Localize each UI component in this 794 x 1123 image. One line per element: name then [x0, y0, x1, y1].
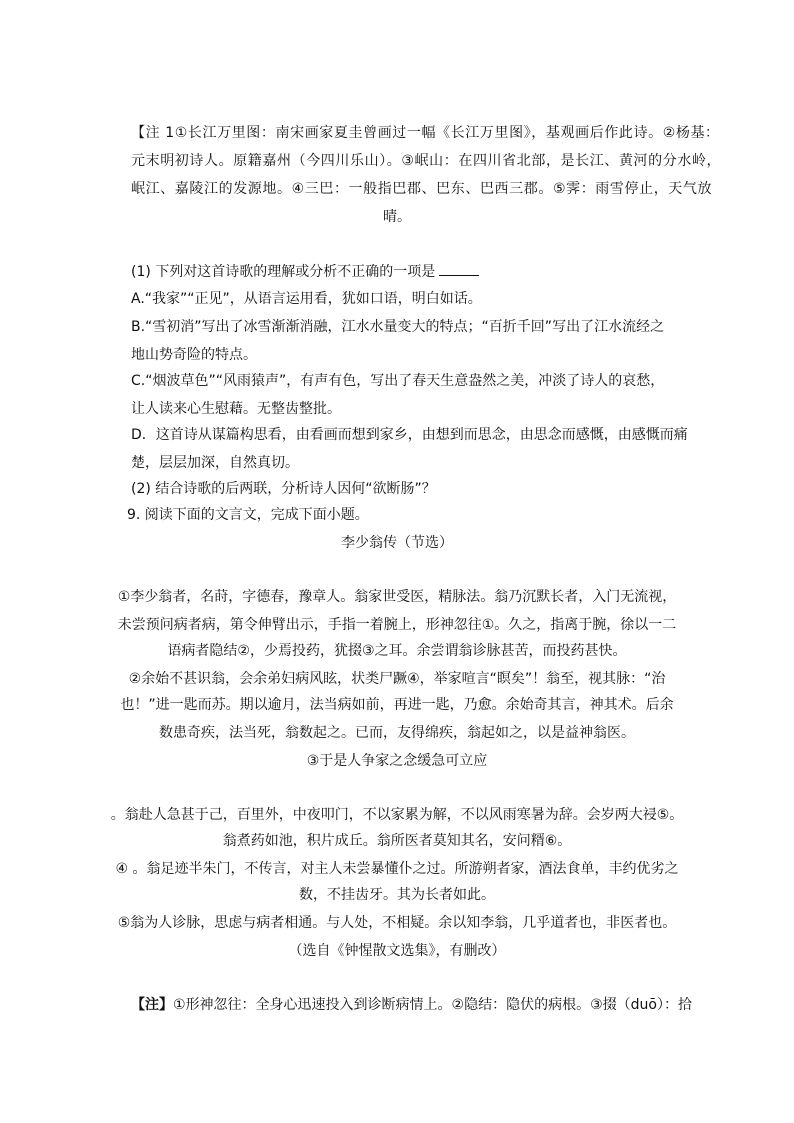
option-d-line-2: 楚，层层加深，自然真切。 [131, 455, 299, 471]
para1-line-1: ①李少翁者，名莳，字德春，豫章人。翁家世受医，精脉法。翁乃沉默长者，入门无流视， [117, 589, 677, 605]
para5-line-2: 数，不挂齿牙。其为长者如此。 [299, 887, 495, 903]
option-d-line-1: D．这首诗从谋篇构思看，由看画而想到家乡，由想到而思念，由思念而感慨，由感慨而痛 [131, 427, 688, 443]
question1-stem [131, 261, 479, 282]
note1-line-2: 元末明初诗人。原籍嘉州（今四川乐山）。③岷山：在四川省北部，是长江、黄河的分水岭， [131, 153, 722, 169]
note1-line-4: 晴。 [383, 209, 411, 225]
option-b-line-2: 地山势奇险的特点。 [131, 347, 257, 363]
para2-line-2: 也！”进一匙而苏。期以逾月，法当病如前，再进一匙，乃愈。余始奇其言，神其术。后余 [120, 697, 674, 713]
note2 [131, 995, 692, 1015]
option-b-line-1: B.“雪初消”写出了冰雪渐渐消融，江水水量变大的特点；“百折千回”写出了江水流经之 [131, 319, 665, 335]
para1-line-3: 语病者隐结②，少焉投药，犹掇③之耳。余尝谓翁诊脉甚苦，而投药甚快。 [167, 643, 627, 659]
para6: ⑤翁为人诊脉，思虑与病者相通。与人处，不相疑。余以知李翁，几乎道者也，非医者也。 [117, 915, 677, 931]
option-c-line-2: 让人读来心生慰藉。无整齿整批。 [131, 401, 341, 417]
para5-line-1: ④ 。翁足迹半朱门，不传言，对主人未尝暴懂仆之过。所游朔者家，酒法食单，丰约优劣之 [115, 861, 679, 877]
note1-line-1: 【注 1①长江万里图：南宋画家夏圭曾画过一幅《长江万里图》，基观画后作此诗。②杨基： [131, 125, 720, 141]
note1-line-3: 岷江、嘉陵江的发源地。④三巴：一般指巴郡、巴东、巴西三郡。⑤霁：雨雪停止，天气放 [131, 181, 713, 197]
question1-stem-text: (1) 下列对这首诗歌的理解或分析不正确的一项是 [131, 264, 436, 280]
note2-text: ①形神忽往：全身心迅速投入到诊断病情上。②隐结：隐伏的病根。③掇（duō）：拾 [173, 997, 692, 1013]
article-source: （选自《钟惺散文选集》，有删改） [288, 943, 506, 959]
option-a: A.“我家”“正见”，从语言运用看，犹如口语，明白如话。 [131, 291, 482, 307]
para1-line-2: 未尝预问病者病，第令伸臂出示，手指一着腕上，形神忽往①。久之，指离于腕，徐以一二 [117, 617, 677, 633]
question2: (2) 结合诗歌的后两联，分析诗人因何“欲断肠”？ [131, 481, 436, 497]
para3: ③于是人争家之念缓急可立应 [306, 753, 488, 769]
question9: 9. 阅读下面的文言文，完成下面小题。 [127, 507, 369, 523]
para4-line-1: 。翁赴人急甚于己，百里外，中夜叩门，不以家累为解，不以风雨寒暑为辞。会岁两大祲⑤。 [110, 807, 684, 823]
article-title: 李少翁传（节选） [341, 535, 453, 551]
para2-line-3: 数患奇疾，法当死，翁数起之。已而，友得绵疾，翁起如之，以是益神翁医。 [159, 725, 635, 741]
para4-line-2: 翁煮药如池，积片成丘。翁所医者莫知其名，安问糈⑥。 [222, 833, 572, 849]
para2-line-1: ②余始不甚识翁，会余弟妇病风眩，状类尸蹶④，举家喧言“瞑矣”！翁至，视其脉：“治 [128, 671, 666, 687]
answer-blank[interactable] [439, 261, 479, 276]
note2-label: 【注】 [131, 997, 173, 1013]
option-c-line-1: C.“烟波草色”“风雨猿声”，有声有色，写出了春天生意盎然之美，冲淡了诗人的哀愁， [131, 373, 665, 389]
